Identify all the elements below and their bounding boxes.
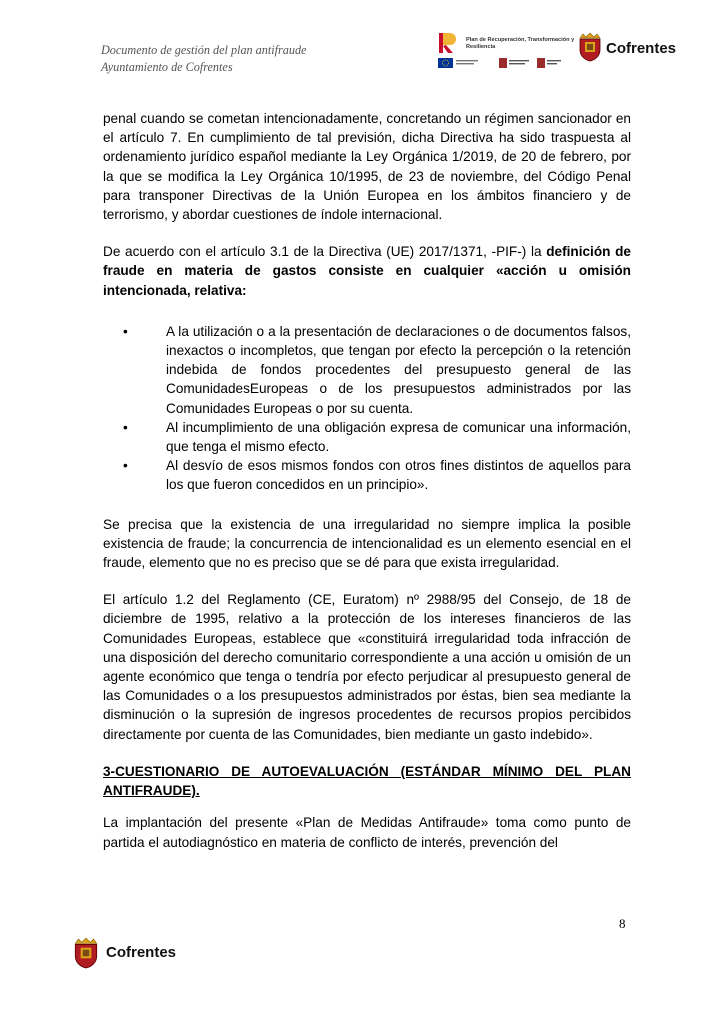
paragraph: El artículo 1.2 del Reglamento (CE, Euratom) nº 2988/95 del Consejo, de 18 de diciembre de 1995, relativo a la protección de los intereses financieros de las Comunidades Europeas, establece que «constituirá irregularidad toda infracción de una disposición del derecho comunitario correspondiente a una acción u omisión de un agente económico que tenga o tendría por efecto perjudicar al presupuesto general de las Comunidades o a los presupuestos administrados por éstas, bien sea mediante la disminución o la supresión de ingresos procedentes de recursos propios percibidos directamente por cuenta de las Comunidades, bien mediante un gasto indebido».	[103, 592, 631, 742]
recovery-plan-logo	[437, 31, 587, 69]
paragraph: Se precisa que la existencia de una irregularidad no siempre implica la posible existencia de fraude; la concurrencia de intencionalidad es un elemento esencial en el fraude, elemento que no es preciso que se dé para que exista irregularidad.	[103, 516, 631, 571]
section-heading: 3-CUESTIONARIO DE AUTOEVALUACIÓN (ESTÁNDAR MÍNIMO DEL PLAN ANTIFRAUDE).	[103, 763, 631, 799]
list-item	[103, 418, 631, 456]
bullet-icon: •	[123, 419, 128, 435]
paragraph-intro: De acuerdo con el artículo 3.1 de la Directiva (UE) 2017/1371, -PIF-) la	[103, 244, 542, 260]
list-item-text: Al desvío de esos mismos fondos con otros fines distintos de aquellos para los que fueron concedidos en un principio».	[166, 458, 631, 493]
organization-name: Ayuntamiento de Cofrentes	[101, 60, 233, 74]
cofrentes-crest-icon	[72, 937, 100, 969]
document-body	[103, 109, 631, 870]
document-header	[101, 42, 306, 76]
recovery-plan-logo-mark-icon	[437, 31, 461, 55]
document-title: Documento de gestión del plan antifraude	[101, 43, 307, 57]
page-number: 8	[619, 916, 626, 931]
cofrentes-crest-icon	[577, 32, 603, 62]
list-item	[103, 322, 631, 418]
list-item-text: Al incumplimiento de una obligación expresa de comunicar una información, que tenga el mismo efecto.	[166, 419, 631, 455]
fraud-definition-text: definición de fraude en materia de gastos consiste en cualquier «acción u omisión intencionada, relativa:	[103, 244, 631, 298]
bullet-icon: •	[123, 323, 128, 339]
list-item	[103, 456, 631, 494]
list-item-text: A la utilización o a la presentación de declaraciones o de documentos falsos, inexactos o incompletos, que tengan por efecto la percepción o la retención indebida de fondos procedentes del presupuesto general de las ComunidadesEuropeas o de los presupuestos administrados por las Comunidades Europeas o por su cuenta.	[166, 323, 631, 416]
eu-and-government-logos-icon	[437, 57, 587, 69]
fraud-definition-paragraph	[103, 242, 631, 300]
bullet-icon: •	[123, 458, 128, 474]
recovery-plan-logo-text: Plan de Recuperación, Transformación y Resiliencia	[466, 37, 575, 50]
paragraph: La implantación del presente «Plan de Medidas Antifraude» toma como punto de partida el autodiagnóstico en materia de conflicto de interés, prevención del	[103, 815, 631, 850]
fraud-definition-list	[103, 322, 631, 495]
paragraph: penal cuando se cometan intencionadamente, concretando un régimen sancionador en el artículo 7. En cumplimiento de tal previsión, dicha Directiva ha sido traspuesta al ordenamiento jurídico español mediante la Ley Orgánica 1/2019, de 20 de febrero, por la que se modifica la Ley Orgánica 10/1995, de 23 de noviembre, del Código Penal para transponer Directivas de la Unión Europea en los ámbitos financiero y de terrorismo, y abordar cuestiones de índole internacional.	[103, 111, 631, 223]
brand-name: Cofrentes	[606, 40, 677, 57]
footer-brand-name: Cofrentes	[106, 944, 177, 961]
